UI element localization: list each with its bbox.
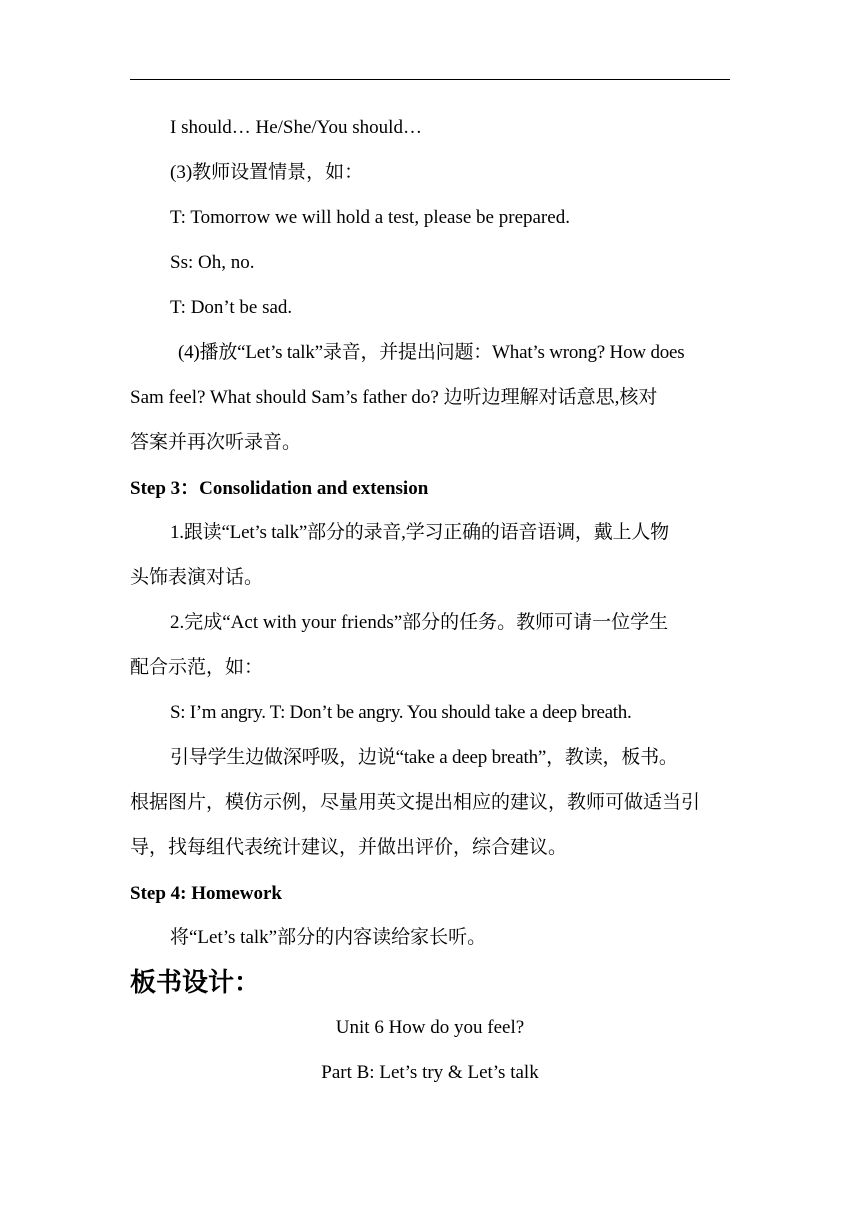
text-line: 1.跟读“Let’s talk”部分的录音,学习正确的语音语调，戴上人物	[170, 522, 669, 543]
text-line: 引导学生边做深呼吸，边说“take a deep breath”，教读，板书。	[170, 747, 678, 768]
board-subtitle: Part B: Let’s try & Let’s talk	[321, 1062, 539, 1083]
text-line: T: Tomorrow we will hold a test, please be prepared.	[170, 207, 570, 228]
text-line: 导，找每组代表统计建议，并做出评价，综合建议。	[130, 837, 568, 858]
text-line: (4)播放“Let’s talk”录音，并提出问题：What’s wrong? How does	[178, 342, 685, 363]
text-line: 配合示范，如：	[130, 657, 264, 678]
header-rule	[130, 79, 730, 80]
section-heading-step4: Step 4: Homework	[130, 883, 282, 904]
text-line: Sam feel? What should Sam’s father do? 边听边理解对话意思,核对	[130, 387, 658, 408]
text-line: 根据图片，模仿示例，尽量用英文提出相应的建议，教师可做适当引	[130, 792, 701, 813]
text-line: S: I’m angry. T: Don’t be angry. You should take a deep breath.	[170, 702, 632, 723]
text-line: I should… He/She/You should…	[170, 117, 422, 138]
section-heading-step3: Step 3：Consolidation and extension	[130, 478, 429, 499]
board-title: Unit 6 How do you feel?	[335, 1017, 525, 1038]
text-line: 2.完成“Act with your friends”部分的任务。教师可请一位学生	[170, 612, 669, 633]
text-line: 将“Let’s talk”部分的内容读给家长听。	[170, 927, 487, 948]
text-line: 头饰表演对话。	[130, 567, 264, 588]
text-line: Ss: Oh, no.	[170, 252, 255, 273]
text-line: 答案并再次听录音。	[130, 432, 302, 453]
text-line: (3)教师设置情景，如：	[170, 162, 364, 183]
text-line: T: Don’t be sad.	[170, 297, 293, 318]
board-design-heading: 板书设计：	[130, 968, 261, 998]
